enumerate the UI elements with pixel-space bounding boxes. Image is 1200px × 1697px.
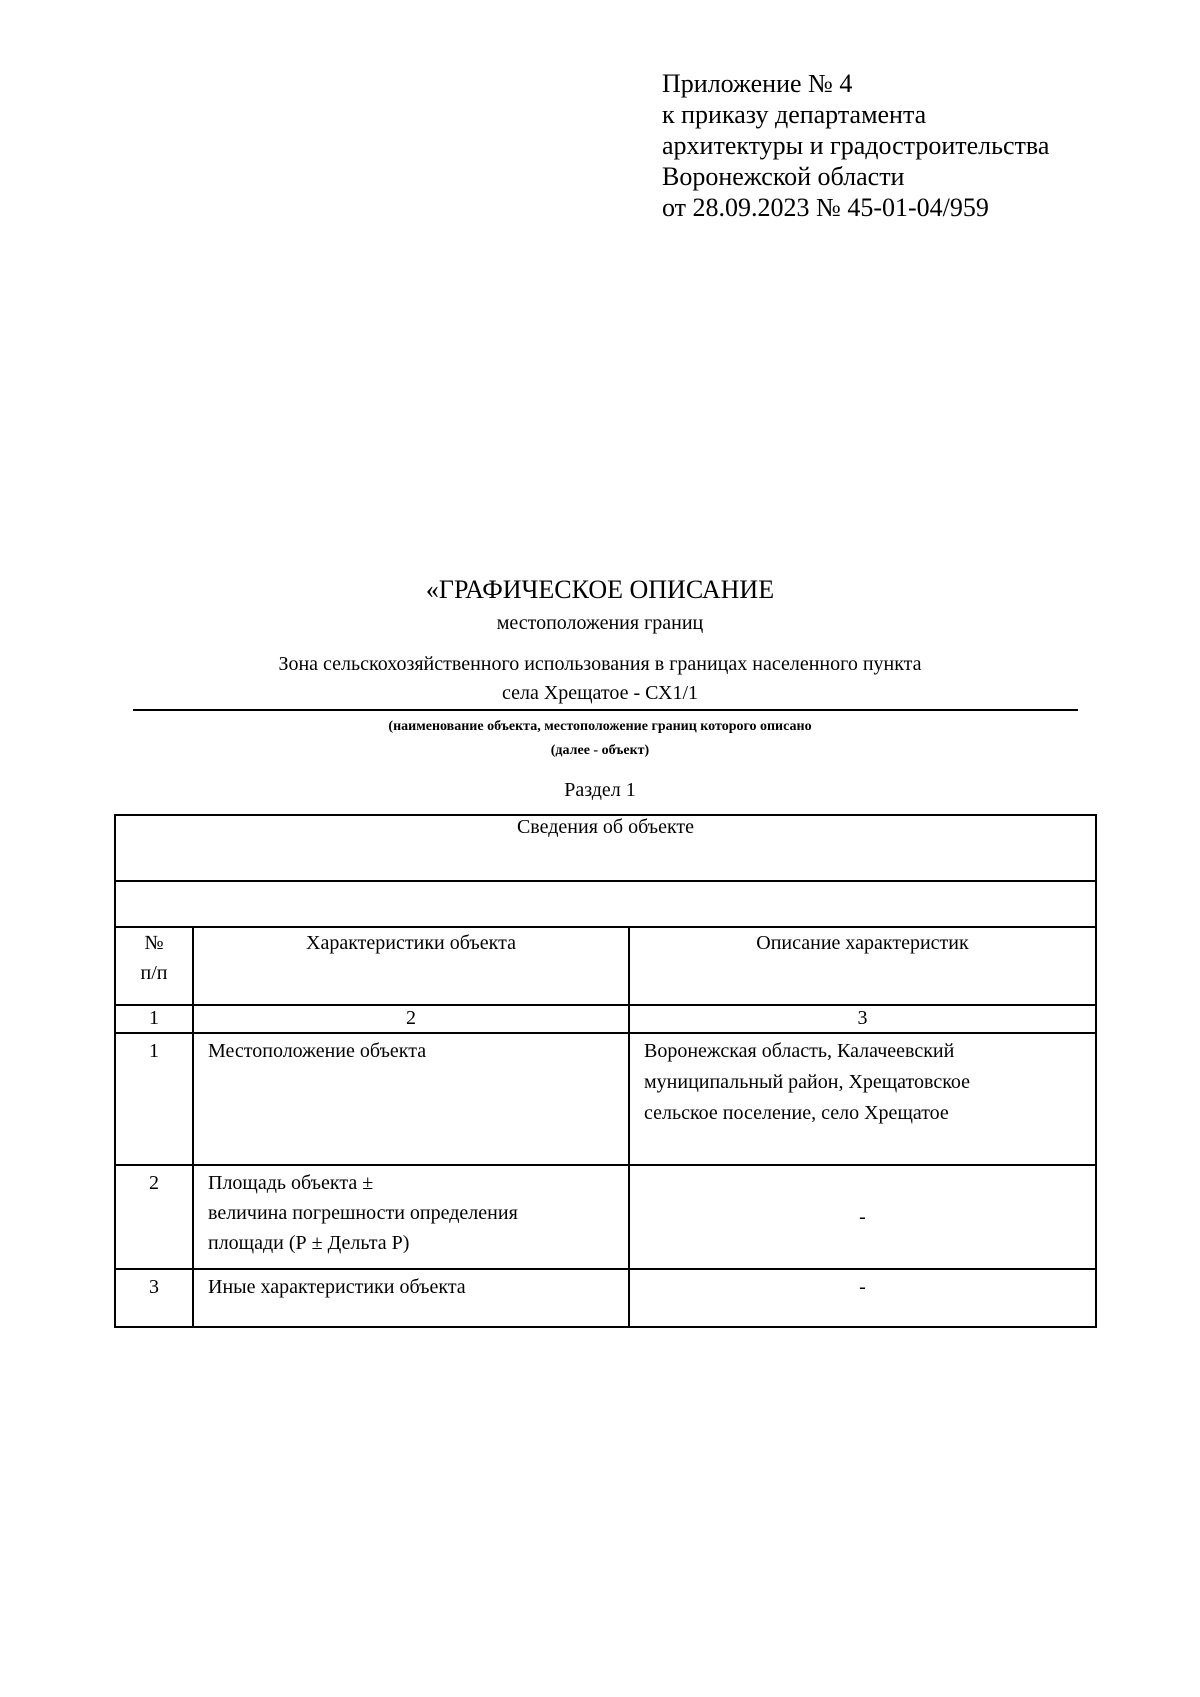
characteristic-line: Площадь объекта ± [208,1172,374,1194]
row-number: 2 [115,1165,193,1269]
row-number: 3 [115,1269,193,1327]
document-subtitle: местоположения границ [496,612,704,634]
row-description: - [629,1269,1096,1327]
description-line: Воронежская область, Калачеевский [644,1040,955,1062]
object-name-line: села Хрещатое - СХ1/1 [501,682,698,704]
table-empty-row [115,881,1096,927]
characteristic-line: площади (Р ± Дельта Р) [208,1232,410,1254]
row-characteristic [193,1033,629,1165]
characteristic-line: Иные характеристики объекта [208,1276,466,1298]
row-characteristic [193,1165,629,1269]
description-line: муниципальный район, Хрещатовское [644,1071,971,1093]
caption-line: (далее - объект) [550,743,650,758]
table-heading-row [115,815,1096,881]
column-header-line: № [144,932,164,954]
row-description: - [629,1165,1096,1269]
appendix-line: от 28.09.2023 № 45-01-04/959 [662,193,989,222]
object-name [0,650,1200,708]
appendix-line: к приказу департамента [662,100,927,129]
table-row [115,1269,1096,1327]
object-name-line: Зона сельскохозяйственного использования в границах населенного пункта [278,653,922,675]
column-header-number [115,927,193,1005]
column-header-characteristics: Характеристики объекта [193,927,629,1005]
table-heading: Сведения об объекте [115,815,1096,881]
table-column-headers [115,927,1096,1005]
row-description [629,1033,1096,1165]
column-number: 3 [629,1005,1096,1033]
table-row [115,1165,1096,1269]
document-title: «ГРАФИЧЕСКОЕ ОПИСАНИЕ [425,575,775,604]
appendix-reference [662,68,1049,223]
table-column-numbers [115,1005,1096,1033]
description-line: сельское поселение, село Хрещатое [644,1102,949,1124]
characteristic-line: Местоположение объекта [208,1040,427,1062]
appendix-line: архитектуры и градостроительства [662,131,1050,160]
section-label: Раздел 1 [564,779,636,801]
object-name-caption [0,715,1200,763]
appendix-line: Приложение № 4 [662,69,853,98]
characteristic-line: величина погрешности определения [208,1202,518,1224]
column-header-line: п/п [140,962,168,984]
caption-line: (наименование объекта, местоположение границ которого описано [388,719,812,734]
column-number: 1 [115,1005,193,1033]
row-characteristic [193,1269,629,1327]
column-header-description: Описание характеристик [629,927,1096,1005]
empty-cell [115,881,1096,927]
row-number: 1 [115,1033,193,1165]
appendix-line: Воронежской области [662,162,905,191]
underline-rule [133,709,1078,711]
column-number: 2 [193,1005,629,1033]
object-info-table [114,814,1097,1328]
table-row [115,1033,1096,1165]
